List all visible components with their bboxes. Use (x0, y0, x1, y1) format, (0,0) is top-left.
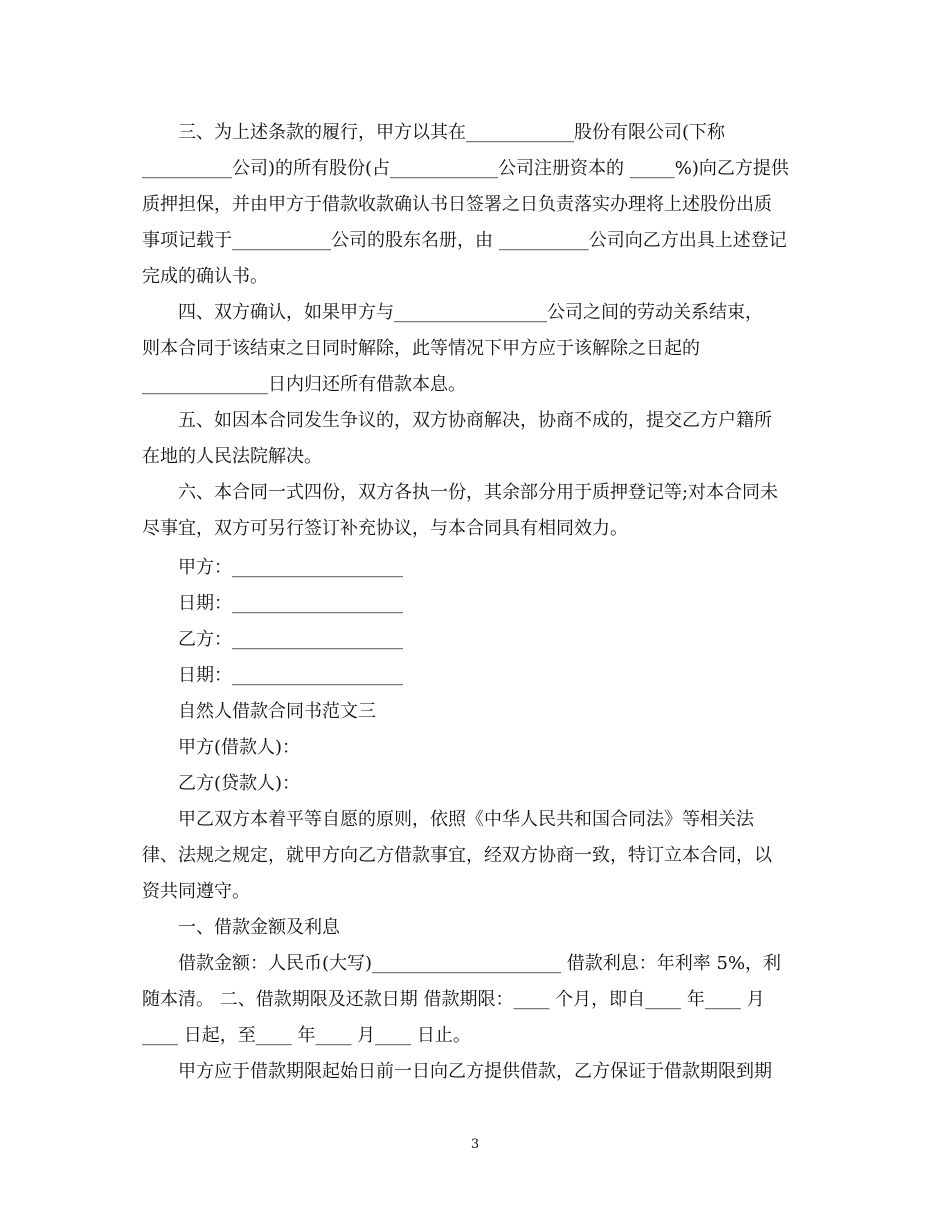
clause-5-line-2: 在地的人民法院解决。 (142, 446, 322, 467)
clause-6-line-2: 尽事宜，双方可另行签订补充协议，与本合同具有相同效力。 (142, 518, 628, 539)
loan-amount-line-2: 随本清。 二、借款期限及还款日期 借款期限：____ 个月，即自____ 年____ 月 (142, 989, 765, 1010)
clause-3-line-2: __________公司)的所有股份(占____________公司注册资本的 _____%)向乙方提供 (142, 158, 789, 179)
clause-4-line-1: 四、双方确认，如果甲方与_________________公司之间的劳动关系结束， (178, 302, 763, 323)
clause-4-line-3: ______________日内归还所有借款本息。 (142, 374, 466, 395)
signature-date-1: 日期：___________________ (178, 593, 403, 614)
clause-3-line-4: 事项记载于___________公司的股东名册，由 __________公司向乙方出具上述登记 (142, 230, 787, 251)
clause-3-line-1: 三、为上述条款的履行，甲方以其在____________股份有限公司(下称 (178, 122, 726, 143)
article-1-heading: 一、借款金额及利息 (178, 917, 340, 938)
signature-party-b: 乙方：___________________ (178, 629, 403, 650)
section-title: 自然人借款合同书范文三 (178, 701, 376, 722)
loan-delivery-line: 甲方应于借款期限起始日前一日向乙方提供借款，乙方保证于借款期限到期 (178, 1061, 772, 1082)
clause-6-line-1: 六、本合同一式四份，双方各执一份，其余部分用于质押登记等;对本合同未 (178, 482, 779, 503)
preamble-line-3: 资共同遵守。 (142, 881, 250, 902)
signature-party-a: 甲方：___________________ (178, 557, 403, 578)
loan-amount-line-1: 借款金额：人民币(大写)_____________________ 借款利息：年利率 5%，利 (178, 953, 782, 974)
party-b-lender: 乙方(贷款人)： (178, 773, 301, 794)
party-a-borrower: 甲方(借款人)： (178, 737, 301, 758)
clause-4-line-2: 则本合同于该结束之日同时解除，此等情况下甲方应于该解除之日起的 (142, 338, 700, 359)
loan-term-line: ____ 日起，至____ 年____ 月____ 日止。 (142, 1025, 471, 1046)
page-number: 3 (470, 1137, 480, 1152)
clause-3-line-3: 质押担保，并由甲方于借款收款确认书日签署之日负责落实办理将上述股份出质 (142, 194, 772, 215)
preamble-line-1: 甲乙双方本着平等自愿的原则，依照《中华人民共和国合同法》等相关法 (178, 809, 754, 830)
preamble-line-2: 律、法规之规定，就甲方向乙方借款事宜，经双方协商一致，特订立本合同，以 (142, 845, 772, 866)
clause-5-line-1: 五、如因本合同发生争议的，双方协商解决，协商不成的，提交乙方户籍所 (178, 410, 772, 431)
signature-date-2: 日期：___________________ (178, 665, 403, 686)
clause-3-line-5: 完成的确认书。 (142, 266, 268, 287)
